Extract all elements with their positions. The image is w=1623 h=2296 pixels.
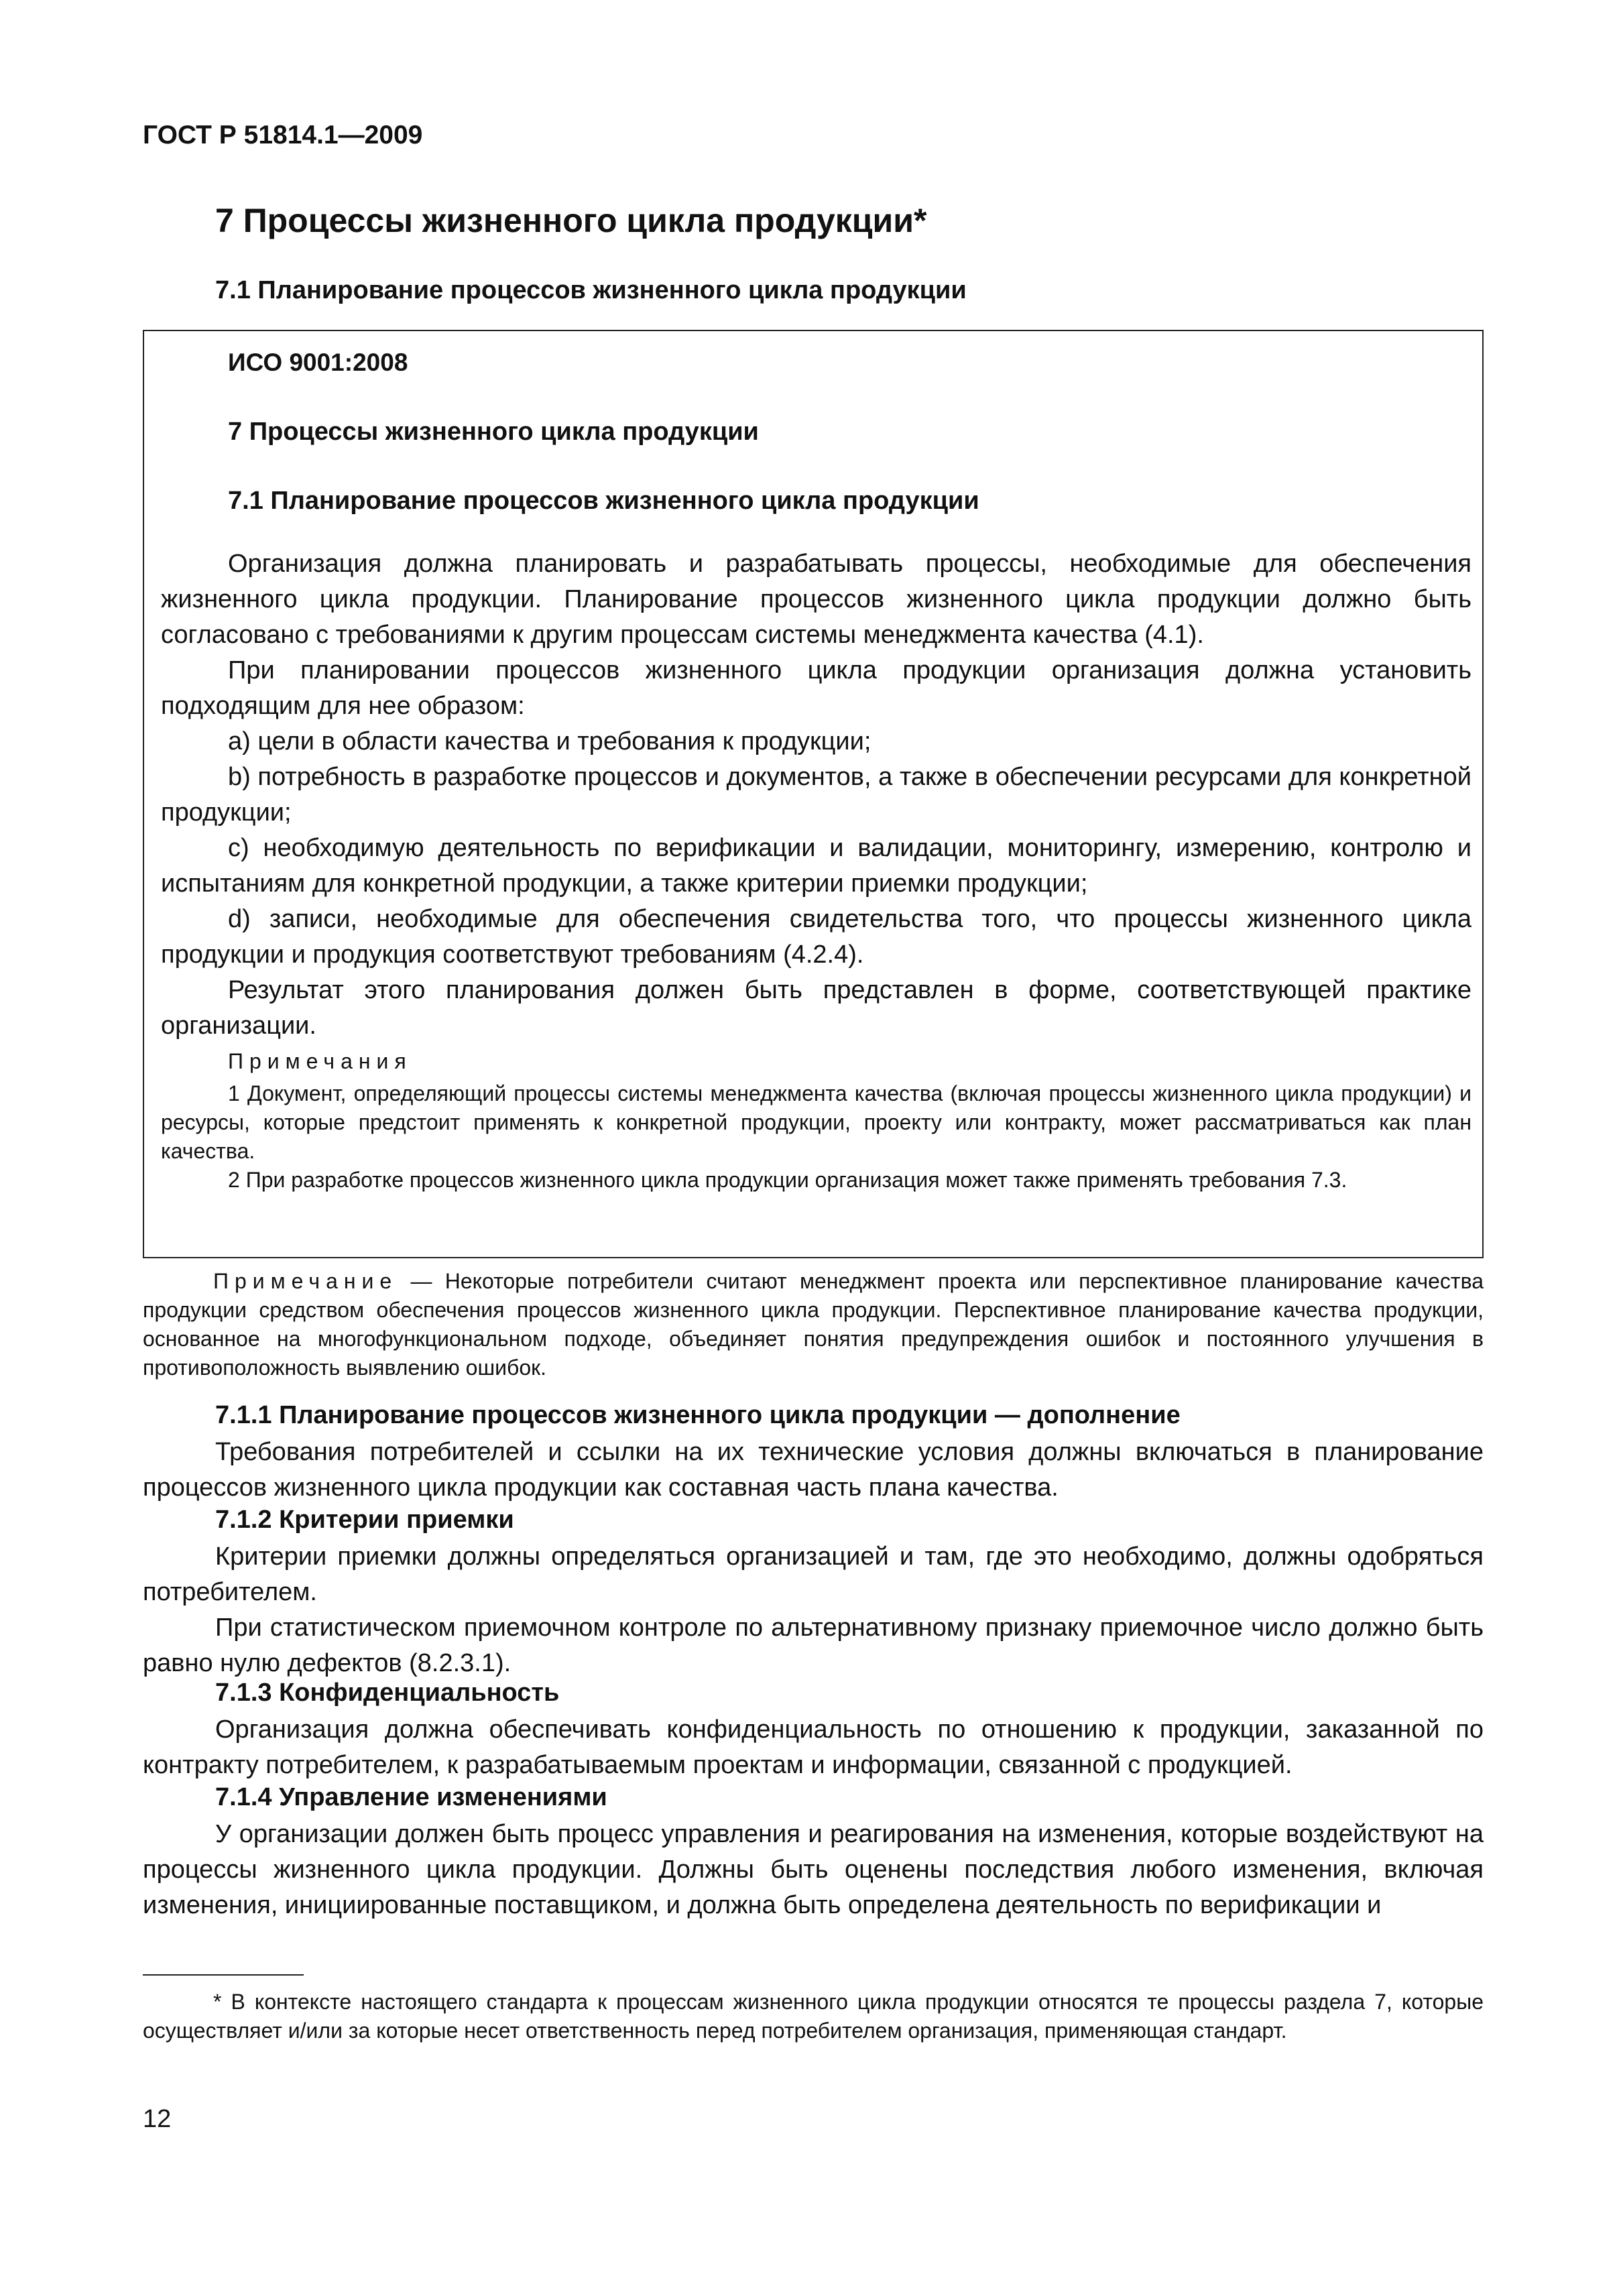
iso-standard-label: ИСО 9001:2008 [228, 349, 408, 376]
subsection-heading: 7.1 Планирование процессов жизненного цикла продукции [215, 276, 967, 304]
iso-paragraph: При планировании процессов жизненного цикла продукции организация должна установить подходящим для нее образом: [161, 656, 1471, 720]
note-after-box [143, 1267, 1484, 1382]
body-paragraph: Организация должна обеспечивать конфиденциальность по отношению к продукции, заказанной по контракту потребителем, к разрабатываемым проектам и информации, связанной с продукцией. [143, 1715, 1484, 1779]
subsection-title-7-1-3: 7.1.3 Конфиденциальность [215, 1679, 560, 1707]
body-paragraph: У организации должен быть процесс управления и реагирования на изменения, которые воздействуют на процессы жизненного цикла продукции. Должны быть оценены последствия любого изменения, включая изменения, инициированные поставщиком, и должна быть определена деятельность по верификации и [143, 1820, 1484, 1919]
iso-paragraph: Организация должна планировать и разрабатывать процессы, необходимые для обеспечения жизненного цикла продукции. Планирование процессов жизненного цикла продукции должно быть согласовано с требованиями к другим процессам системы менеджмента качества (4.1). [161, 550, 1471, 649]
note-text: — Некоторые потребители считают менеджмент проекта или перспективное планирование качества продукции средством обеспечения процессов жизненного цикла продукции. Перспективное планирование качества продукции, основанное на многофункциональном подходе, объединяет понятия предупреждения ошибок и постоянного улучшения в противоположность выявлению ошибок. [143, 1269, 1484, 1380]
body-paragraph: При статистическом приемочном контроле по альтернативному признаку приемочное число должно быть равно нулю дефектов (8.2.3.1). [143, 1614, 1484, 1677]
iso-list-item-c: c) необходимую деятельность по верификации и валидации, мониторингу, измерению, контролю и испытаниям для конкретной продукции, а также критерии приемки продукции; [161, 834, 1471, 898]
iso-note-2: 2 При разработке процессов жизненного цикла продукции организация может также применять требования 7.3. [228, 1168, 1347, 1192]
iso-list-item-a: a) цели в области качества и требования к продукции; [228, 727, 871, 756]
iso-section-heading: 7 Процессы жизненного цикла продукции [228, 418, 759, 446]
body-paragraph: Требования потребителей и ссылки на их технические условия должны включаться в планирование процессов жизненного цикла продукции как составная часть плана качества. [143, 1438, 1484, 1502]
footnote: * В контексте настоящего стандарта к процессам жизненного цикла продукции относятся те процессы раздела 7, которые осуществляет и/или за которые несет ответственность перед потребителем организация, применяющая стандарт. [143, 1990, 1484, 2043]
subsection-title-7-1-2: 7.1.2 Критерии приемки [215, 1506, 514, 1534]
iso-list-item-b: b) потребность в разработке процессов и документов, а также в обеспечении ресурсами для конкретной продукции; [161, 763, 1471, 827]
subsection-title-7-1-4: 7.1.4 Управление изменениями [215, 1783, 607, 1811]
iso-note-1: 1 Документ, определяющий процессы системы менеджмента качества (включая процессы жизненного цикла продукции) и ресурсы, которые предстоит применять к конкретной продукции, проекту или контракту, может рассматриваться как план качества. [161, 1081, 1471, 1163]
standard-designation: ГОСТ Р 51814.1—2009 [143, 121, 423, 149]
footnote-divider [143, 1974, 304, 1976]
iso-list-item-d: d) записи, необходимые для обеспечения свидетельства того, что процессы жизненного цикла продукции и продукция соответствуют требованиям (4.2.4). [161, 905, 1471, 969]
section-heading: 7 Процессы жизненного цикла продукции* [215, 202, 927, 239]
iso-subsection-heading: 7.1 Планирование процессов жизненного цикла продукции [228, 487, 979, 515]
page-number: 12 [143, 2105, 172, 2133]
body-paragraph: Критерии приемки должны определяться организацией и там, где это необходимо, должны одобряться потребителем. [143, 1543, 1484, 1606]
iso-notes-title: Примечания [228, 1049, 412, 1073]
subsection-title-7-1-1: 7.1.1 Планирование процессов жизненного цикла продукции — дополнение [215, 1401, 1181, 1429]
note-label: Примечание [213, 1269, 398, 1293]
iso-paragraph: Результат этого планирования должен быть представлен в форме, соответствующей практике организации. [161, 976, 1471, 1040]
